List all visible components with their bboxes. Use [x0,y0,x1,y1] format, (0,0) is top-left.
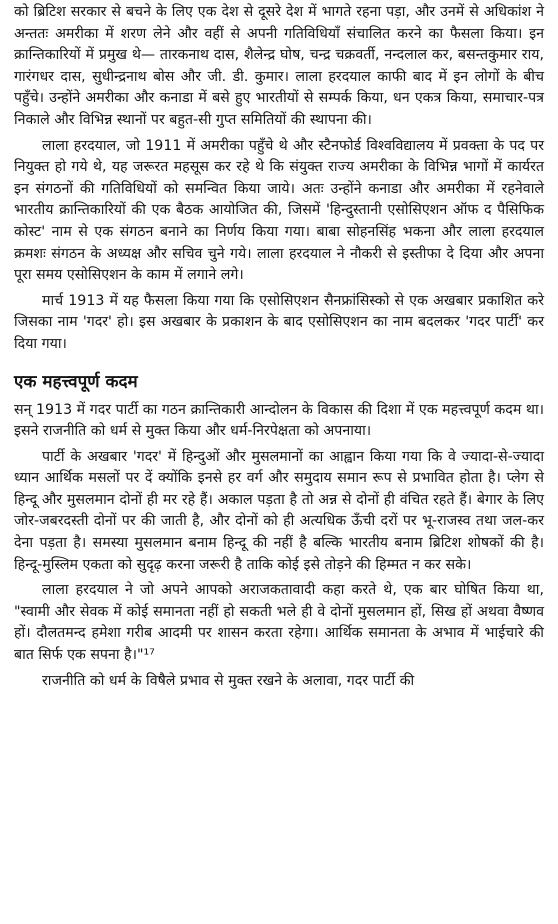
section-heading: एक महत्त्वपूर्ण कदम [14,371,138,392]
paragraph-continued: को ब्रिटिश सरकार से बचने के लिए एक देश से दूसरे देश में भागते रहना पड़ा, और उनमें से अधिकांश ने अन्ततः अमरीका में शरण लेने और वहीं से अपनी गतिविधियाँ संचालित करने का फैसला किया। इन क्रान्तिकारियों में प्रमुख थे— तारकनाथ दास, शैलेन्द्र घोष, चन्द्र चक्रवर्ती, नन्दलाल कर, बसन्तकुमार राय, गारंगधर दास, सुधीन्द्रनाथ बोस और जी. डी. कुमार। लाला हरदयाल काफी बाद में इन लोगों के बीच पहुँचे। उन्होंने अमरीका और कनाडा में बसे हुए भारतीयों से सम्पर्क किया, धन एकत्र किया, समाचार-पत्र निकाले और विभिन्न स्थानों पर बहुत-सी गुप्त समितियों की स्थापना की। [14,4,544,128]
paragraph-hardayal-association: लाला हरदयाल, जो 1911 में अमरीका पहुँचे थे और स्टैनफोर्ड विश्वविद्यालय में प्रवक्ता के पद पर नियुक्त हो गये थे, यह जरूरत महसूस कर रहे थे कि संयुक्त राज्य अमरीका के विभिन्न भागों में कार्यरत इन संगठनों की गतिविधियों को समन्वित किया जाये। अतः उन्होंने कनाडा और अमरीका में रहनेवाले भारतीय क्रान्तिकारियों की एक बैठक आयोजित की, जिसमें 'हिन्दुस्तानी एसोसिएशन ऑफ द पैसिफिक कोस्ट' नाम से एक संगठन बनाने का निर्णय किया गया। बाबा सोहनसिंह भकना और लाला हरदयाल क्रमशः संगठन के अध्यक्ष और सचिव चुने गये। लाला हरदयाल ने नौकरी से इस्तीफा दे दिया और अपना पूरा समय एसोसिएशन के काम में लगाने लगे। [14,137,544,284]
paragraph-trailing: राजनीति को धर्म के विषैले प्रभाव से मुक्त रखने के अलावा, गदर पार्टी की [42,672,415,689]
paragraph-gadar-party-1913: सन् 1913 में गदर पार्टी का गठन क्रान्तिकारी आन्दोलन के विकास की दिशा में एक महत्त्वपूर्ण कदम था। इसने राजनीति को धर्म से मुक्त किया और धर्म-निरपेक्षता को अपनाया। [14,401,544,440]
paragraph-hindu-muslim-unity: पार्टी के अखबार 'गदर' में हिन्दुओं और मुसलमानों का आह्वान किया गया कि वे ज्यादा-से-ज्यादा ध्यान आर्थिक मसलों पर दें क्योंकि इनसे हर वर्ग और समुदाय समान रूप से प्रभावित होता है। प्लेग से हिन्दू और मुसलमान दोनों ही मर रहे हैं। अकाल पड़ता है तो अन्न से दोनों ही वंचित रहते हैं। बेगार के लिए जोर-जबरदस्ती दोनों पर की जाती है, और दोनों को ही अत्यधिक ऊँची दरों पर भू-राजस्व तथा जल-कर देना पड़ता है। समस्या मुसलमान बनाम हिन्दू की नहीं है बल्कि भारतीय बनाम ब्रिटिश शोषकों की है। हिन्दू-मुस्लिम एकता को सुदृढ़ करना जरूरी है ताकि कोई इसे तोड़ने की हिम्मत न कर सके। [14,448,544,573]
book-page [14,2,544,692]
paragraph-gadar-newspaper: मार्च 1913 में यह फैसला किया गया कि एसोसिएशन सैनफ्रांसिस्को से एक अखबार प्रकाशित करे जिसका नाम 'गदर' हो। इस अखबार के प्रकाशन के बाद एसोसिएशन का नाम बदलकर 'गदर पार्टी' कर दिया गया। [14,292,544,352]
paragraph-hardayal-quote: लाला हरदयाल ने जो अपने आपको अराजकतावादी कहा करते थे, एक बार घोषित किया था, "स्वामी और सेवक में कोई समानता नहीं हो सकती भले ही वे दोनों मुसलमान हों, सिख हों अथवा वैष्णव हों। दौलतमन्द हमेशा गरीब आदमी पर शासन करता रहेगा। आर्थिक समानता के अभाव में भाईचारे की बात सिर्फ एक सपना है।"¹⁷ [14,582,544,664]
